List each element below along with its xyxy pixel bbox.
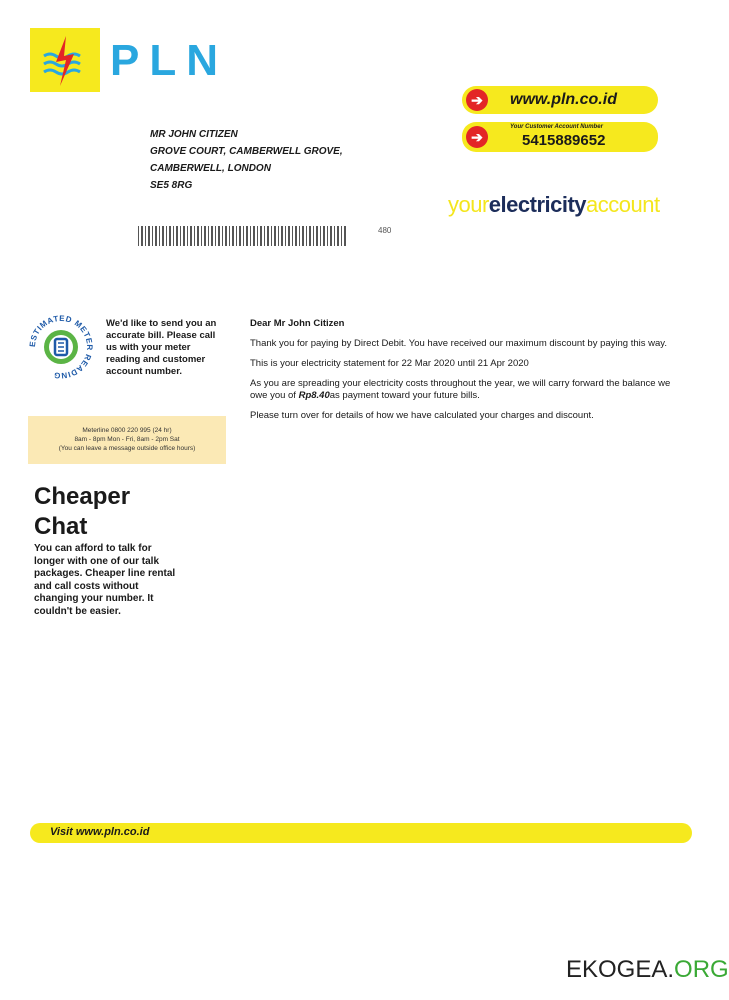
arrow-right-icon: ➔ [466,89,488,111]
footer-visit-text: Visit www.pln.co.id [50,826,150,838]
paragraph: Please turn over for details of how we have calculated your charges and discount. [250,410,594,421]
logo-text: PLN [110,36,228,85]
watermark-text: EKOGEA. [566,956,675,983]
paragraph [250,378,690,402]
text: As you are spreading your electricity costs throughout the year, we will carry forward the balance we owe you of [250,378,671,401]
meter-message: We'd like to send you an accurate bill. Please call us with your meter reading and customer account number. [106,318,217,377]
brand-part: electricity [488,192,587,217]
footer-visit-bar[interactable] [30,823,692,843]
brand-part: account [586,192,660,217]
text: as payment toward your future bills. [329,390,480,401]
address-line: CAMBERWELL, LONDON [150,163,271,174]
brand-part: your [448,192,489,217]
mail-code: 480 [378,226,392,235]
paragraph: This is your electricity statement for 22 Mar 2020 until 21 Apr 2020 [250,358,529,369]
watermark [566,956,729,984]
address-line: GROVE COURT, CAMBERWELL GROVE, [150,146,343,157]
letter-body [250,318,690,430]
account-label: Your Customer Account Number [510,124,603,130]
greeting: Dear Mr John Citizen [250,318,345,329]
pln-logo-icon [30,28,100,92]
watermark-text: ORG [674,956,729,983]
address-line: SE5 8RG [150,180,193,191]
address-block [150,126,343,194]
brand-tagline [448,192,660,218]
badge-text-path: ESTIMATED METER READING [28,314,94,380]
balance-amount: Rp8.40 [298,390,330,401]
promo-title [34,482,130,542]
address-line: MR JOHN CITIZEN [150,129,238,140]
website-text: www.pln.co.id [510,91,617,108]
promo-title-line: Chat [34,513,88,540]
meterline-phone: Meterline 0800 220 995 (24 hr) [82,427,172,434]
estimated-meter-reading-icon [28,314,94,380]
account-number: 5415889652 [522,132,606,149]
arrow-right-icon: ➔ [466,126,488,148]
account-number-box [462,122,658,152]
promo-title-line: Cheaper [34,483,131,510]
promo-text: You can afford to talk for longer with one of our talk packages. Cheaper line rental and call costs without changing your number. It couldn't be easier. [34,543,176,617]
meterline-note: (You can leave a message outside office hours) [58,445,196,452]
barcode [138,226,348,246]
meterline-box [28,416,226,464]
paragraph: Thank you for paying by Direct Debit. You have received our maximum discount by paying this way. [250,338,667,349]
website-link[interactable] [462,86,658,114]
meterline-hours: 8am - 8pm Mon - Fri, 8am - 2pm Sat [74,436,180,443]
